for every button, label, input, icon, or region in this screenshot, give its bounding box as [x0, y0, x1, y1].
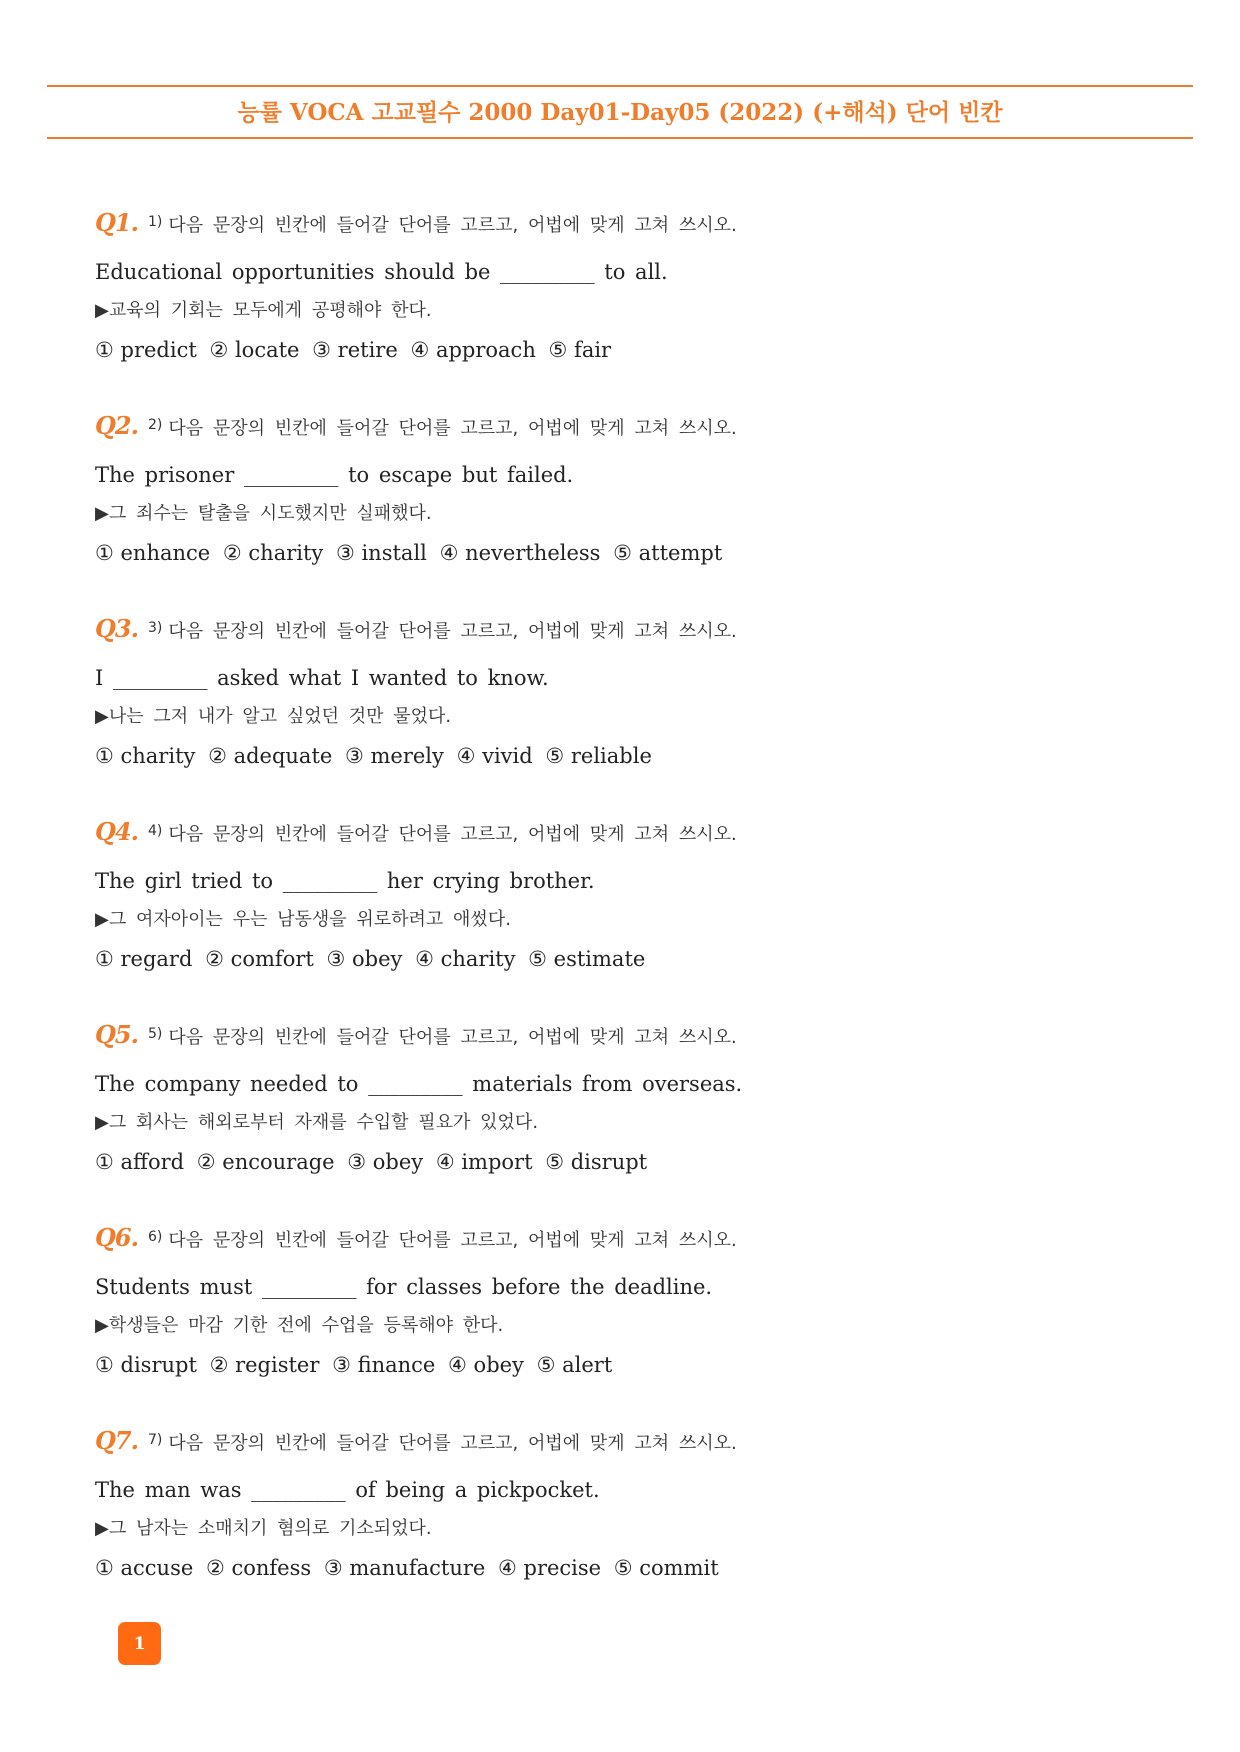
option-2[interactable]: ② register	[209, 1353, 320, 1377]
question-list	[95, 208, 1145, 1629]
question-header	[95, 411, 1145, 455]
answer-options	[95, 1345, 1145, 1385]
question-header	[95, 1426, 1145, 1470]
question-4	[95, 817, 1145, 1020]
answer-options	[95, 330, 1145, 370]
question-label: Q4.	[95, 817, 138, 846]
question-header	[95, 817, 1145, 861]
question-label: Q1.	[95, 208, 138, 237]
option-4[interactable]: ④ approach	[410, 338, 536, 362]
answer-options	[95, 1548, 1145, 1588]
question-sentence: The girl tried to _________ her crying brother.	[95, 869, 595, 893]
question-translation: ▶교육의 기회는 모두에게 공평해야 한다.	[95, 300, 432, 321]
option-3[interactable]: ③ finance	[332, 1353, 436, 1377]
answer-options	[95, 736, 1145, 776]
option-1[interactable]: ① disrupt	[95, 1353, 197, 1377]
question-number: 6)	[147, 1229, 163, 1245]
question-sentence: The prisoner _________ to escape but failed.	[95, 463, 574, 487]
option-4[interactable]: ④ nevertheless	[439, 541, 601, 565]
question-instruction: 다음 문장의 빈칸에 들어갈 단어를 고르고, 어법에 맞게 고쳐 쓰시오.	[168, 1433, 737, 1454]
question-label: Q7.	[95, 1426, 138, 1455]
question-sentence: The company needed to _________ materials from overseas.	[95, 1072, 743, 1096]
option-5[interactable]: ⑤ attempt	[613, 541, 723, 565]
question-number: 7)	[147, 1432, 163, 1448]
option-1[interactable]: ① afford	[95, 1150, 185, 1174]
question-number: 5)	[147, 1026, 163, 1042]
option-1[interactable]: ① enhance	[95, 541, 211, 565]
option-2[interactable]: ② comfort	[205, 947, 314, 971]
option-4[interactable]: ④ vivid	[456, 744, 533, 768]
option-5[interactable]: ⑤ alert	[536, 1353, 613, 1377]
option-4[interactable]: ④ obey	[448, 1353, 524, 1377]
option-5[interactable]: ⑤ estimate	[528, 947, 646, 971]
option-5[interactable]: ⑤ fair	[548, 338, 612, 362]
question-translation: ▶그 회사는 해외로부터 자재를 수입할 필요가 있었다.	[95, 1112, 539, 1133]
option-1[interactable]: ① regard	[95, 947, 193, 971]
question-sentence: Students must _________ for classes before the deadline.	[95, 1275, 713, 1299]
question-sentence: I _________ asked what I wanted to know.	[95, 666, 549, 690]
question-translation: ▶나는 그저 내가 알고 싶었던 것만 물었다.	[95, 706, 452, 727]
option-2[interactable]: ② confess	[205, 1556, 312, 1580]
document-title: 능률 VOCA 고교필수 2000 Day01-Day05 (2022) (+해석) 단어 빈칸	[237, 99, 1003, 126]
question-header	[95, 1223, 1145, 1267]
question-label: Q6.	[95, 1223, 138, 1252]
question-5	[95, 1020, 1145, 1223]
header-top-rule	[47, 85, 1193, 87]
option-5[interactable]: ⑤ reliable	[545, 744, 652, 768]
option-5[interactable]: ⑤ disrupt	[545, 1150, 648, 1174]
question-sentence: Educational opportunities should be _________ to all.	[95, 260, 668, 284]
option-3[interactable]: ③ obey	[326, 947, 403, 971]
question-1	[95, 208, 1145, 411]
question-number: 1)	[147, 214, 163, 230]
option-1[interactable]: ① predict	[95, 338, 197, 362]
answer-options	[95, 533, 1145, 573]
question-header	[95, 1020, 1145, 1064]
option-2[interactable]: ② encourage	[196, 1150, 335, 1174]
question-number: 4)	[147, 823, 163, 839]
question-translation: ▶학생들은 마감 기한 전에 수업을 등록해야 한다.	[95, 1315, 504, 1336]
question-translation: ▶그 죄수는 탈출을 시도했지만 실패했다.	[95, 503, 432, 524]
option-1[interactable]: ① accuse	[95, 1556, 194, 1580]
question-translation: ▶그 남자는 소매치기 혐의로 기소되었다.	[95, 1518, 432, 1539]
option-2[interactable]: ② locate	[209, 338, 300, 362]
question-6	[95, 1223, 1145, 1426]
option-3[interactable]: ③ retire	[312, 338, 398, 362]
answer-options	[95, 939, 1145, 979]
option-4[interactable]: ④ precise	[498, 1556, 602, 1580]
option-4[interactable]: ④ import	[435, 1150, 533, 1174]
question-label: Q3.	[95, 614, 138, 643]
header-bottom-rule	[47, 137, 1193, 139]
question-header	[95, 614, 1145, 658]
option-2[interactable]: ② adequate	[208, 744, 333, 768]
question-number: 2)	[147, 417, 163, 433]
question-instruction: 다음 문장의 빈칸에 들어갈 단어를 고르고, 어법에 맞게 고쳐 쓰시오.	[168, 1230, 737, 1251]
option-2[interactable]: ② charity	[222, 541, 324, 565]
question-instruction: 다음 문장의 빈칸에 들어갈 단어를 고르고, 어법에 맞게 고쳐 쓰시오.	[168, 1027, 737, 1048]
question-label: Q2.	[95, 411, 138, 440]
option-1[interactable]: ① charity	[95, 744, 196, 768]
question-instruction: 다음 문장의 빈칸에 들어갈 단어를 고르고, 어법에 맞게 고쳐 쓰시오.	[168, 215, 737, 236]
question-instruction: 다음 문장의 빈칸에 들어갈 단어를 고르고, 어법에 맞게 고쳐 쓰시오.	[168, 824, 737, 845]
question-number: 3)	[147, 620, 163, 636]
option-3[interactable]: ③ install	[335, 541, 427, 565]
option-3[interactable]: ③ obey	[347, 1150, 424, 1174]
option-3[interactable]: ③ merely	[345, 744, 444, 768]
question-2	[95, 411, 1145, 614]
option-5[interactable]: ⑤ commit	[613, 1556, 719, 1580]
question-header	[95, 208, 1145, 252]
question-instruction: 다음 문장의 빈칸에 들어갈 단어를 고르고, 어법에 맞게 고쳐 쓰시오.	[168, 621, 737, 642]
option-4[interactable]: ④ charity	[415, 947, 516, 971]
question-translation: ▶그 여자아이는 우는 남동생을 위로하려고 애썼다.	[95, 909, 511, 930]
question-3	[95, 614, 1145, 817]
option-3[interactable]: ③ manufacture	[323, 1556, 486, 1580]
answer-options	[95, 1142, 1145, 1182]
page-number-badge: 1	[118, 1622, 161, 1665]
question-instruction: 다음 문장의 빈칸에 들어갈 단어를 고르고, 어법에 맞게 고쳐 쓰시오.	[168, 418, 737, 439]
question-sentence: The man was _________ of being a pickpocket.	[95, 1478, 600, 1502]
question-label: Q5.	[95, 1020, 138, 1049]
question-7	[95, 1426, 1145, 1629]
